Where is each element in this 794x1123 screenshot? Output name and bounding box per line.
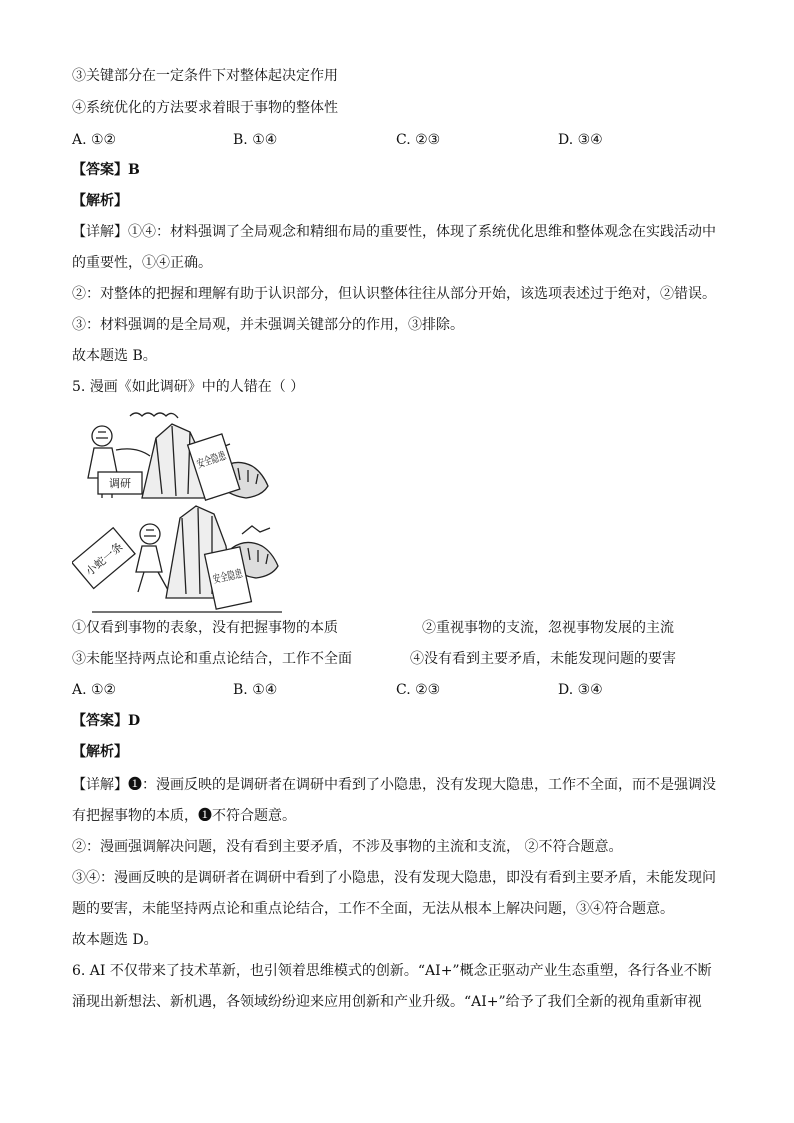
q5-option-c: C. ②③ — [396, 682, 441, 698]
sign-research: 调研 — [109, 478, 131, 490]
q4-conclusion: 故本题选 B。 — [72, 348, 157, 364]
q4-analysis-title: 【解析】 — [72, 193, 128, 209]
q5-statement-4: ④没有看到主要矛盾，未能发现问题的要害 — [410, 651, 676, 667]
q5-detail-3a: ③④：漫画反映的是调研者在调研中看到了小隐患，没有发现大隐患，即没有看到主要矛盾，未能发现问 — [72, 870, 716, 886]
q4-detail-1b: 的重要性，①④正确。 — [72, 255, 212, 271]
sign-safety-bottom: 安全隐患 — [211, 565, 258, 587]
q4-option-d: D. ③④ — [558, 132, 603, 148]
sign-safety-top: 安全隐患 — [195, 445, 241, 471]
q5-option-d: D. ③④ — [558, 682, 603, 698]
q5-detail-2: ②：漫画强调解决问题，没有看到主要矛盾，不涉及事物的主流和支流， ②不符合题意。 — [72, 839, 623, 855]
q6-line-1: 6. AI 不仅带来了技术革新，也引领着思维模式的创新。“AI+”概念正驱动产业生态重塑，各行各业不断 — [72, 963, 712, 979]
q5-detail-1b: 有把握事物的本质，❶不符合题意。 — [72, 808, 296, 824]
q4-detail-3: ③：材料强调的是全局观，并未强调关键部分的作用，③排除。 — [72, 317, 464, 333]
q4-option-a: A. ①② — [72, 132, 117, 148]
q5-answer: 【答案】D — [72, 713, 141, 729]
q4-detail-1a: 【详解】①④：材料强调了全局观念和精细布局的重要性，体现了系统优化思维和整体观念在实践活动中 — [72, 224, 716, 240]
q4-option-c: C. ②③ — [396, 132, 441, 148]
q5-statement-2: ②重视事物的支流，忽视事物发展的主流 — [422, 620, 674, 636]
q5-conclusion: 故本题选 D。 — [72, 932, 158, 948]
q5-option-b: B. ①④ — [233, 682, 278, 698]
q5-statement-1: ①仅看到事物的表象，没有把握事物的本质 — [72, 620, 338, 636]
q5-detail-3b: 题的要害，未能坚持两点论和重点论结合，工作不全面，无法从根本上解决问题，③④符合题意。 — [72, 901, 674, 917]
q6-line-2: 涌现出新想法、新机遇，各领域纷纷迎来应用创新和产业升级。“AI+”给予了我们全新的视角重新审视 — [72, 994, 702, 1010]
q4-answer: 【答案】B — [72, 162, 140, 178]
q4-statement-3: ③关键部分在一定条件下对整体起决定作用 — [72, 68, 338, 84]
q4-option-b: B. ①④ — [233, 132, 278, 148]
q5-option-a: A. ①② — [72, 682, 117, 698]
cartoon-image — [72, 408, 288, 614]
q5-question: 5. 漫画《如此调研》中的人错在（ ） — [72, 379, 305, 395]
q5-detail-1a: 【详解】❶：漫画反映的是调研者在调研中看到了小隐患，没有发现大隐患，工作不全面，而不是强调没 — [72, 777, 716, 793]
q5-analysis-title: 【解析】 — [72, 744, 128, 760]
sign-small-snake: 小蛇一条 — [83, 540, 126, 579]
q4-detail-2: ②：对整体的把握和理解有助于认识部分，但认识整体往往从部分开始，该选项表述过于绝对，②错误。 — [72, 286, 716, 302]
q5-statement-3: ③未能坚持两点论和重点论结合，工作不全面 — [72, 651, 352, 667]
q4-statement-4: ④系统优化的方法要求着眼于事物的整体性 — [72, 100, 338, 116]
